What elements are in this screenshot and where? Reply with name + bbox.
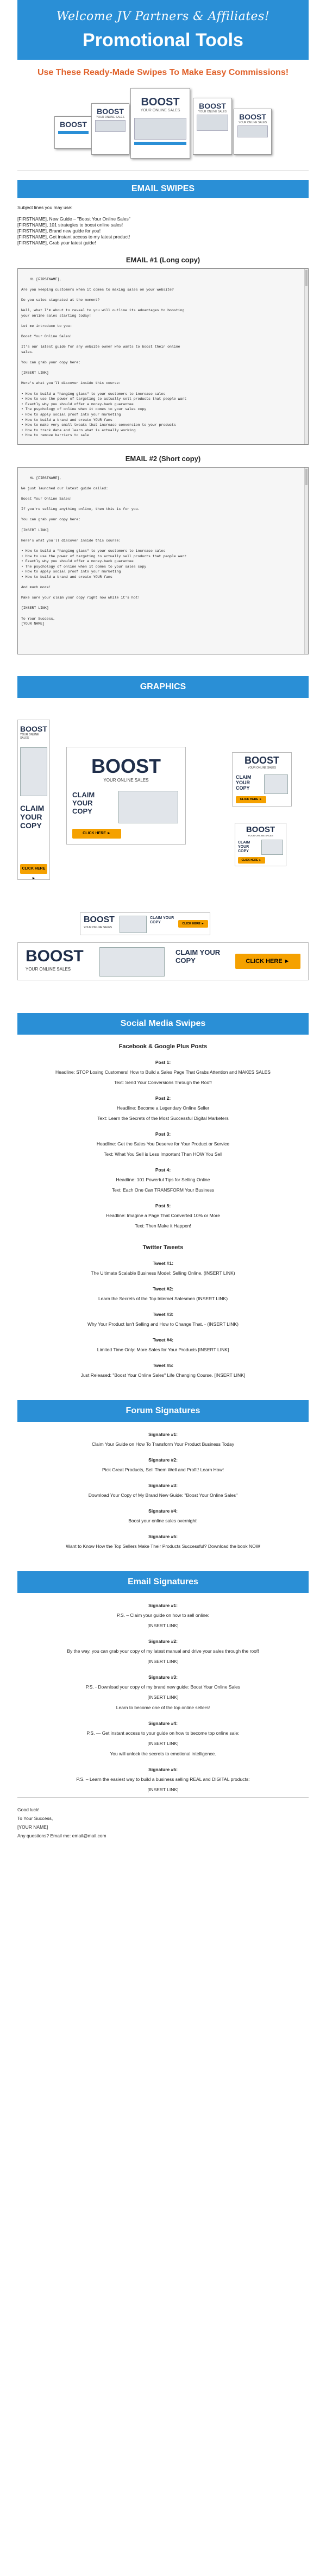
tweet-text: Why Your Product Isn't Selling and How to Change That. - (INSERT LINK) [87, 1321, 239, 1327]
product-tagline: YOUR ONLINE SALES [140, 109, 180, 112]
forum-sig-label: Signature #3: [148, 1483, 178, 1488]
banner-click-button[interactable]: CLICK HERE ► [20, 864, 47, 874]
banner-mockup [99, 947, 165, 977]
email-sig-link: [INSERT LINK] [147, 1623, 179, 1628]
banner-click-button[interactable]: CLICK HERE ► [178, 920, 208, 928]
email-intro [17, 205, 309, 246]
banner-small-leaderboard[interactable] [80, 912, 210, 935]
subject-line: [FIRSTNAME], New Guide – "Boost Your Online Sales" [17, 216, 130, 222]
closing-luck: Good luck! [17, 1807, 40, 1812]
post-headline: Headline: STOP Losing Customers! How to Build a Sales Page That Grabs Attention and MAKES SALES [55, 1069, 271, 1075]
email-1-body: Hi [FIRSTNAME], Are you keeping customers when it comes to making sales on your website? Do you sales stagnated at the moment? Well, what I'm about to reveal to you will outline its advantages to boosting your online sales starting today! Let me introduce to you: Boost Your Online Sales! It's our latest guide for any website owner who wants to boost their online sales. You can grab your copy here: [INSERT LINK] Here's what you'll discover inside this course: • How to build a "hanging glass" to your customers to increase sales • How to use the power of targeting to actually sell products that people want • Exactly why you should offer a money-back guarantee • The psychology of online when it comes to your sales copy • How to apply social proof into your marketing • How to build a brand and create YOUR fans • How to make very small tweaks that increase conversion to your products • How to track data and learn what is actually working • How to remove barriers to sale [21, 277, 187, 438]
banner-mockup [120, 916, 147, 933]
email-sig-text: P.S. – Learn the easiest way to build a business selling REAL and DIGITAL products: [76, 1777, 250, 1782]
email-sig-text: P.S. — Get instant access to your guide on how to become top online sale: [86, 1730, 240, 1736]
banner-brand: BOOST [20, 725, 47, 733]
banner-claim-text: CLAIM YOUR COPY [175, 948, 221, 965]
twitter-heading: Twitter Tweets [142, 1244, 184, 1251]
email-1-scrollbar[interactable] [304, 269, 308, 444]
email-sig-label: Signature #1: [148, 1603, 178, 1608]
product-bundle-image [49, 84, 277, 165]
product-brand: BOOST [97, 107, 124, 116]
product-box [234, 109, 272, 155]
product-box-main [130, 88, 190, 159]
divider [17, 1797, 309, 1798]
section-heading-email-swipes: EMAIL SWIPES [17, 180, 309, 198]
email-2-body: Hi [FIRSTNAME], We just launched our latest guide called: Boost Your Online Sales! If you're selling anything online, then this is for you. You can grab your copy here: [INSERT LINK] Here's what you'll discover inside this course: • How to build a "hanging glass" to your customers to increase sales • How to use the power of targeting to actually sell products that people want • Exactly why you should offer a money-back guarantee • The psychology of online when it comes to your sales copy • How to apply social proof into your marketing • How to build a brand and create YOUR fans And much more! Make sure your claim your copy right now while it's hot! [INSERT LINK] To Your Success, [YOUR NAME] [21, 476, 187, 626]
forum-sig-label: Signature #2: [148, 1457, 178, 1463]
banner-medium-rectangle[interactable] [66, 747, 186, 845]
forum-sig-label: Signature #4: [148, 1508, 178, 1514]
post-label: Post 3: [155, 1131, 171, 1137]
banner-claim-text: CLAIM YOUR COPY [72, 791, 95, 815]
post-text: Text: What You Sell is Less Important Than HOW You Sell [103, 1151, 223, 1157]
section-heading-social: Social Media Swipes [17, 1013, 309, 1035]
banner-tagline: YOUR ONLINE SALES [20, 733, 39, 740]
subject-line: [FIRSTNAME], Grab your latest guide! [17, 240, 96, 245]
product-tagline: YOUR ONLINE SALES [198, 110, 227, 114]
banner-small-square[interactable] [235, 823, 286, 866]
subject-line: [FIRSTNAME], Get instant access to my latest product! [17, 234, 130, 240]
post-headline: Headline: 101 Powerful Tips for Selling Online [116, 1177, 210, 1182]
product-box [54, 116, 92, 149]
closing [17, 1805, 309, 1840]
banner-click-button[interactable]: CLICK HERE ► [236, 796, 266, 803]
email-sig-text: P.S. – Claim your guide on how to sell online: [117, 1613, 209, 1618]
post-label: Post 4: [155, 1167, 171, 1173]
subject-line: [FIRSTNAME], Brand new guide for you! [17, 228, 101, 234]
post-text: Text: Send Your Conversions Through the Roof! [114, 1080, 212, 1085]
post-text: Text: Then Make it Happen! [135, 1223, 191, 1229]
forum-sig-text: Download Your Copy of My Brand New Guide: "Boost Your Online Sales" [88, 1492, 238, 1498]
banner-tagline: YOUR ONLINE SALES [103, 778, 149, 783]
product-bar [58, 131, 89, 134]
tweet-label: Tweet #2: [152, 1286, 174, 1292]
forum-sig-label: Signature #1: [148, 1432, 178, 1437]
banner-claim-text: CLAIM YOUR COPY [20, 804, 45, 830]
product-brand: BOOST [199, 102, 226, 110]
email-2-title: EMAIL #2 (Short copy) [125, 455, 201, 463]
closing-questions: Any questions? Email me: email@mail.com [17, 1833, 106, 1838]
tweet-label: Tweet #4: [152, 1337, 174, 1343]
email-sig-label: Signature #5: [148, 1767, 178, 1772]
banner-brand: BOOST [91, 755, 161, 777]
banner-tagline: YOUR ONLINE SALES [26, 967, 71, 972]
email-sig-text: By the way, you can grab your copy of my latest manual and drive your sales through the roof! [67, 1648, 259, 1654]
banner-claim-text: CLAIM YOUR COPY [150, 916, 174, 924]
forum-sig-text: Want to Know How the Top Sellers Make Their Products Successful? Download the book NOW [66, 1544, 260, 1549]
banner-leaderboard[interactable] [17, 942, 309, 980]
banner-mockup [20, 747, 47, 796]
product-brand: BOOST [60, 120, 87, 129]
product-box [91, 103, 129, 155]
banner-claim-text: CLAIM YOUR COPY [236, 774, 252, 791]
post-headline: Headline: Become a Legendary Online Seller [116, 1105, 210, 1111]
product-bar [134, 142, 186, 145]
product-screenshot [237, 125, 268, 137]
tweet-text: Limited Time Only: More Sales for Your Products [INSERT LINK] [97, 1347, 229, 1352]
banner-claim-text: CLAIM YOUR COPY [238, 841, 250, 853]
section-heading-email-signatures: Email Signatures [17, 1571, 309, 1593]
banner-mockup [118, 791, 178, 823]
graphics-gallery [17, 698, 309, 1013]
email-sig-link: [INSERT LINK] [147, 1787, 179, 1792]
welcome-heading: Welcome JV Partners & Affiliates! [56, 10, 270, 23]
post-label: Post 1: [155, 1060, 171, 1065]
subheadline: Use These Ready-Made Swipes To Make Easy Commissions! [37, 68, 289, 77]
email-sig-link: [INSERT LINK] [147, 1741, 179, 1746]
header-banner [17, 0, 309, 60]
post-text: Text: Learn the Secrets of the Most Successful Digital Marketers [97, 1116, 229, 1121]
email-1-textarea[interactable] [17, 268, 309, 445]
facebook-heading: Facebook & Google Plus Posts [118, 1043, 208, 1050]
banner-click-button[interactable]: CLICK HERE ► [238, 857, 265, 864]
email-1-title: EMAIL #1 (Long copy) [126, 256, 200, 264]
page-title: Promotional Tools [83, 30, 243, 51]
product-tagline: YOUR ONLINE SALES [96, 116, 124, 119]
tweet-text: Learn the Secrets of the Top Internet Salesmen (INSERT LINK) [98, 1296, 228, 1301]
email-signatures-section [0, 1603, 326, 1793]
social-section [0, 1043, 326, 1378]
section-heading-forum: Forum Signatures [17, 1400, 309, 1422]
email-sig-extra: Learn to become one of the top online sellers! [116, 1705, 210, 1710]
product-brand: BOOST [141, 96, 180, 108]
banner-click-button[interactable]: CLICK HERE ► [72, 829, 121, 839]
banner-click-button[interactable]: CLICK HERE ► [235, 954, 300, 969]
product-brand: BOOST [239, 112, 266, 121]
post-label: Post 5: [155, 1203, 171, 1208]
banner-brand: BOOST [244, 755, 279, 766]
banner-mockup [264, 774, 288, 794]
product-box [193, 98, 232, 155]
forum-sig-text: Boost your online sales overnight! [128, 1518, 198, 1523]
product-screenshot [197, 115, 228, 131]
subject-lines-list [17, 216, 309, 246]
post-headline: Headline: Imagine a Page That Converted 10% or More [106, 1213, 220, 1218]
banner-square[interactable] [232, 752, 292, 807]
email-2-scrollbar[interactable] [304, 468, 308, 654]
banner-tagline: YOUR ONLINE SALES [248, 766, 276, 770]
banner-mockup [261, 840, 283, 855]
tweet-label: Tweet #1: [152, 1261, 174, 1266]
forum-sig-label: Signature #5: [148, 1534, 178, 1539]
banner-brand: BOOST [246, 825, 275, 834]
product-tagline: YOUR ONLINE SALES [239, 121, 267, 124]
banner-brand: BOOST [84, 915, 115, 924]
subject-lines-intro: Subject lines you may use: [17, 205, 73, 210]
post-text: Text: Each One Can TRANSFORM Your Business [111, 1187, 215, 1193]
product-screenshot [95, 120, 126, 132]
subject-line: [FIRSTNAME], 101 strategies to boost online sales! [17, 222, 123, 228]
forum-section [0, 1432, 326, 1550]
banner-skyscraper[interactable] [17, 720, 50, 880]
email-sig-link: [INSERT LINK] [147, 1659, 179, 1664]
post-label: Post 2: [155, 1095, 171, 1101]
tweet-label: Tweet #3: [152, 1312, 174, 1317]
closing-name: [YOUR NAME] [17, 1824, 48, 1830]
email-sig-text: P.S. - Download your copy of my brand new guide: Boost Your Online Sales [85, 1684, 241, 1690]
email-2-textarea[interactable] [17, 467, 309, 654]
email-sig-label: Signature #3: [148, 1674, 178, 1680]
tweet-label: Tweet #5: [152, 1363, 174, 1368]
closing-success: To Your Success, [17, 1816, 53, 1821]
product-screenshot [134, 118, 186, 140]
forum-sig-text: Pick Great Products, Sell Them Well and Profit! Learn How! [102, 1467, 224, 1472]
section-heading-graphics: GRAPHICS [17, 676, 309, 698]
tweet-text: Just Released: "Boost Your Online Sales" Life Changing Course. [INSERT LINK] [80, 1372, 246, 1378]
tweet-text: The Ultimate Scalable Business Model: Selling Online. (INSERT LINK) [91, 1270, 235, 1276]
banner-brand: BOOST [26, 947, 84, 965]
banner-tagline: YOUR ONLINE SALES [248, 834, 273, 837]
email-sig-label: Signature #2: [148, 1639, 178, 1644]
forum-sig-text: Claim Your Guide on How To Transform Your Product Business Today [92, 1441, 234, 1447]
email-sig-link: [INSERT LINK] [147, 1695, 179, 1700]
email-sig-extra: You will unlock the secrets to emotional intelligence. [110, 1751, 216, 1756]
post-headline: Headline: Get the Sales You Deserve for Your Product or Service [96, 1141, 230, 1147]
email-sig-label: Signature #4: [148, 1721, 178, 1726]
banner-tagline: YOUR ONLINE SALES [84, 926, 112, 929]
